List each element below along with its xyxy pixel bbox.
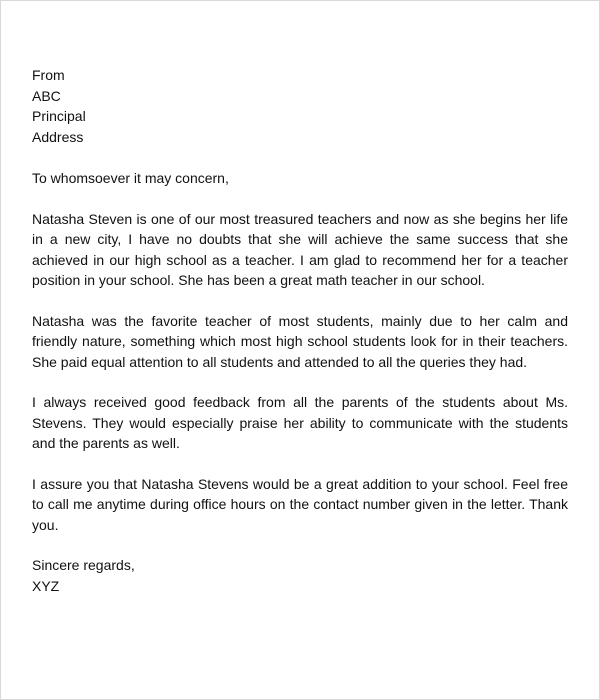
signature: XYZ xyxy=(32,577,60,594)
paragraph-3: I always received good feedback from all the parents of the students about Ms. Stevens. They would especially praise her ability to communicate with the students and the parents as well. xyxy=(32,394,568,451)
sender-line-address: Address xyxy=(32,128,84,145)
sender-line-title: Principal xyxy=(32,108,86,124)
letter-body xyxy=(32,65,568,596)
sender-line-from: From xyxy=(32,67,65,83)
sender-line-name: ABC xyxy=(32,87,61,104)
paragraph-1: Natasha Steven is one of our most treasured teachers and now as she begins her life in a new city, I have no doubts that she will achieve the same success that she achieved in our high school as a teacher. I am glad to recommend her for a teacher position in your school. She has been a great math teacher in our school. xyxy=(32,210,568,288)
closing-line: Sincere regards, xyxy=(32,557,135,573)
salutation: To whomsoever it may concern, xyxy=(32,170,229,186)
paragraph-2: Natasha was the favorite teacher of most students, mainly due to her calm and friendly nature, something which most high school students look for in their teachers. She paid equal attention to all students and attended to all the queries they had. xyxy=(32,312,568,370)
closing-block xyxy=(32,555,568,596)
sender-block xyxy=(32,65,568,147)
paragraph-4: I assure you that Natasha Stevens would be a great addition to your school. Feel free to call me anytime during office hours on the contact number given in the letter. Thank you. xyxy=(32,475,568,533)
